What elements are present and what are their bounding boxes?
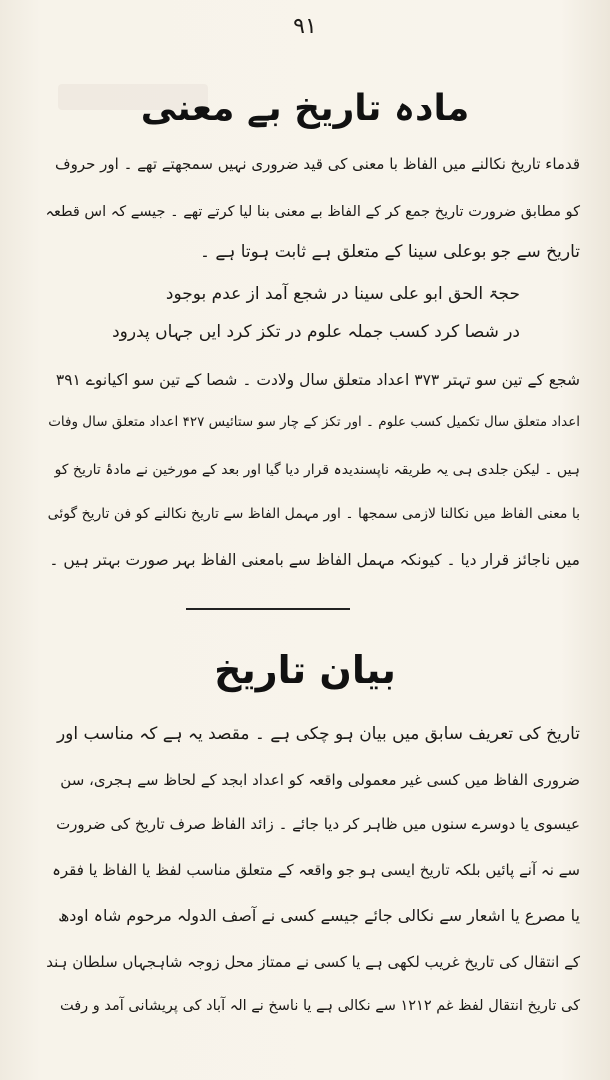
section-divider xyxy=(186,608,350,610)
body-line: میں ناجائز قرار دیا ۔ کیونکہ مہمل الفاظ سے بامعنی الفاظ بہر صورت بہتر ہیں ۔ xyxy=(49,551,580,569)
verse-line: در شصا کرد کسب جملہ علوم در تکز کرد ایں جہاں پدرود xyxy=(112,322,520,342)
body-line: کی تاریخ انتقال لفظ غم ۱۲۱۲ سے نکالی ہے یا ناسخ نے الہ آباد کی پریشانی آمد و رفت xyxy=(60,998,580,1014)
verse-line: حجۃ الحق ابو علی سینا در شجع آمد از عدم بوجود xyxy=(165,284,520,304)
body-line: یا مصرع یا اشعار سے نکالی جائے جیسے کسی نے آصف الدولہ مرحوم شاہ اودھ xyxy=(58,906,580,925)
body-line: ہیں ۔ لیکن جلدی ہی یہ طریقہ ناپسندیدہ قرار دیا گیا اور بعد کے مورخین نے مادۂ تاریخ کو xyxy=(54,462,580,478)
section-heading-bayan-tareekh: بیان تاریخ xyxy=(214,648,396,692)
body-line: قدماء تاریخ نکالنے میں الفاظ با معنی کی قید ضروری نہیں سمجھتے تھے ۔ اور حروف xyxy=(55,155,580,173)
body-line: تاریخ سے جو بوعلی سینا کے متعلق ہے ثابت ہوتا ہے ۔ xyxy=(200,242,580,262)
page-number: ۹۱ xyxy=(293,14,317,39)
body-line: کو مطابق ضرورت تاریخ جمع کر کے الفاظ بے معنی بنا لیا کرتے تھے ۔ جیسے کہ اس قطعہ xyxy=(45,204,580,220)
body-line: ضروری الفاظ میں کسی غیر معمولی واقعہ کو اعداد ابجد کے لحاظ سے ہجری، سن xyxy=(60,771,580,789)
body-line: سے نہ آنے پائیں بلکہ تاریخ ایسی ہو جو واقعہ کے متعلق مناسب لفظ یا الفاظ یا فقرہ xyxy=(52,861,580,879)
body-line: تاریخ کی تعریف سابق میں بیان ہو چکی ہے ۔ مقصد یہ ہے کہ مناسب اور xyxy=(56,724,580,744)
section-heading-mada-tareekh: مادہ تاریخ بے معنی xyxy=(140,88,470,129)
body-line: عیسوی یا دوسرے سنوں میں ظاہر کر دیا جائے ۔ زائد الفاظ صرف تاریخ کی ضرورت xyxy=(56,815,580,833)
body-line: با معنی الفاظ میں نکالنا لازمی سمجھا ۔ اور مہمل الفاظ سے تاریخ نکالنے کو فن تاریخ گوئی xyxy=(47,506,580,522)
body-line: کے انتقال کی تاریخ غریب لکھی ہے یا کسی نے ممتاز محل زوجہ شاہجہاں سلطان ہند xyxy=(46,953,580,971)
body-line: اعداد متعلق سال تکمیل کسب علوم ۔ اور تکز کے چار سو ستائیس ۴۲۷ اعداد متعلق سال وفات xyxy=(48,414,580,430)
body-line: شجع کے تین سو تہتر ۳۷۳ اعداد متعلق سال ولادت ۔ شصا کے تین سو اکیانوے ۳۹۱ xyxy=(55,371,580,389)
